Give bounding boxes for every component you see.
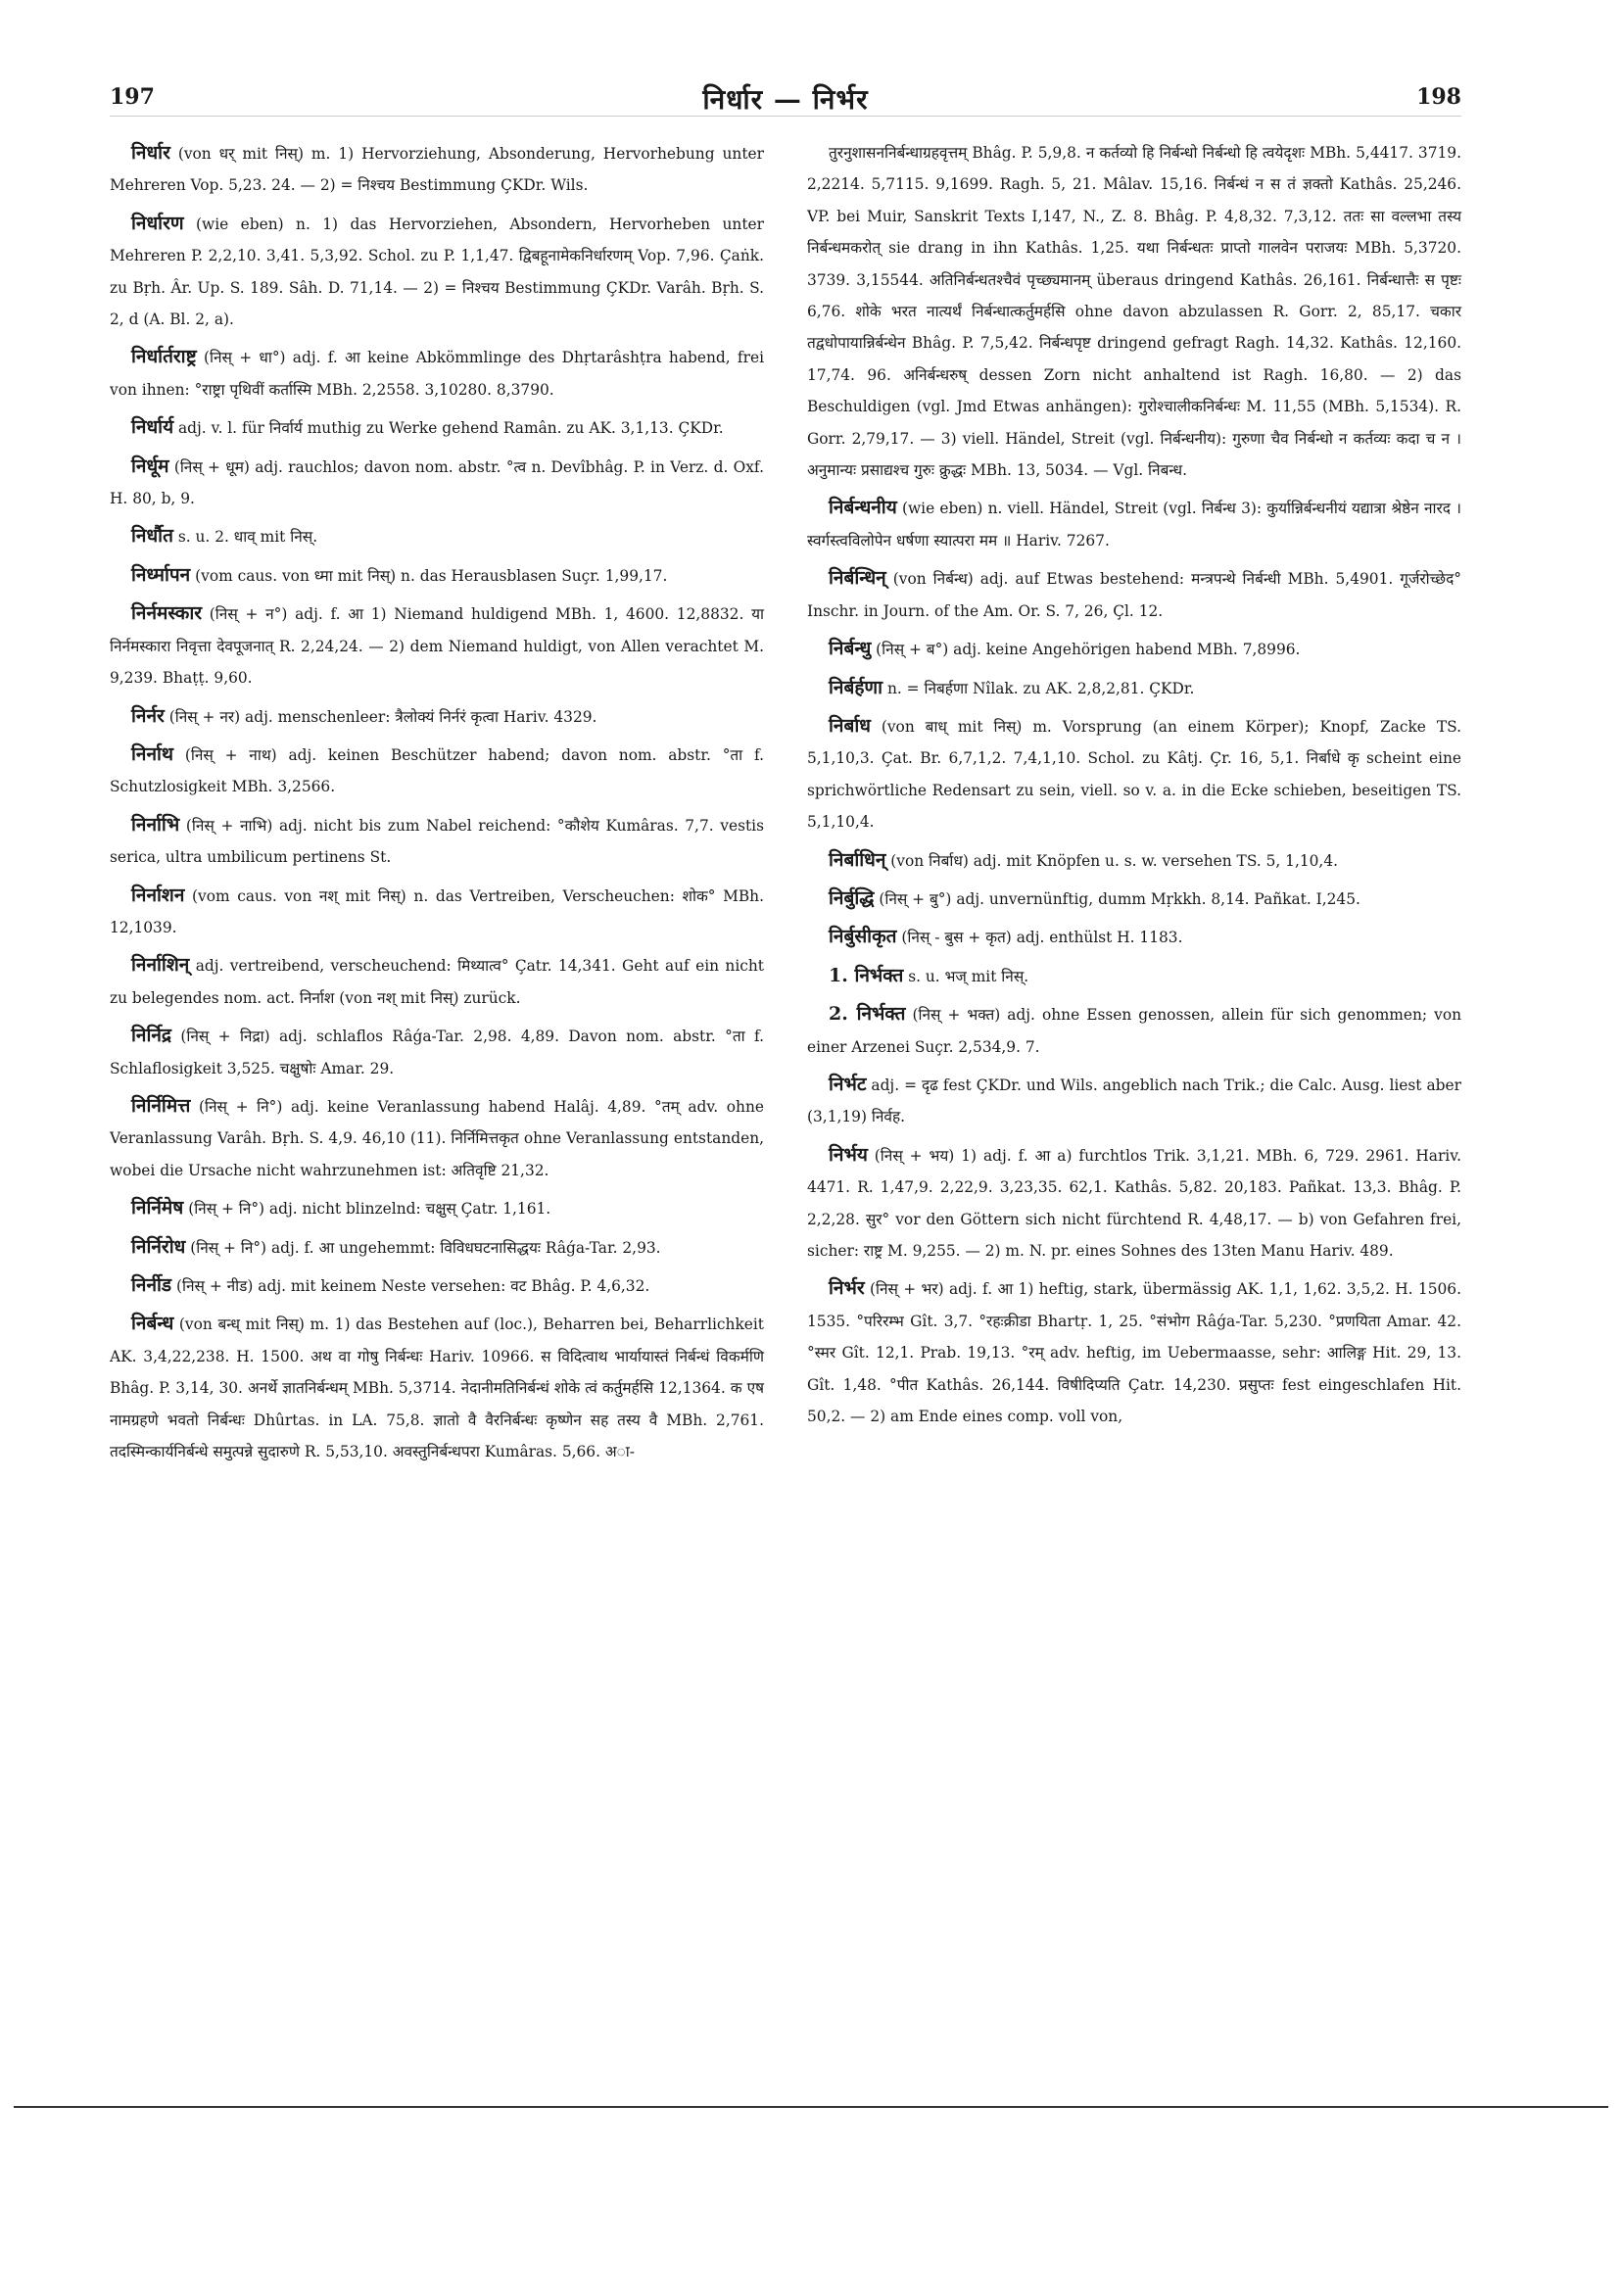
entry-definition: n. = निबर्हणा Nîlak. zu AK. 2,8,2,81. ÇKDr. [886, 679, 1195, 697]
dictionary-entry [807, 960, 1461, 992]
entry-headword: निर्नर [131, 704, 165, 727]
entry-definition: adj. v. l. für निर्वार्य muthig zu Werke gehend Ramân. zu AK. 3,1,13. ÇKDr. [178, 419, 724, 438]
entry-headword: निर्बुसीकृत [829, 926, 897, 948]
dictionary-entry [807, 921, 1461, 953]
dictionary-entry [807, 1139, 1461, 1268]
entry-definition: तुरनुशासननिर्बन्धाग्रहवृत्तम् Bhâg. P. 5,9,8. न कर्तव्यो हि निर्बन्धो निर्बन्धो हि त्वयेदृशः MBh. 5,4417. 3719. 2,2214. 5,7115. 9,1699. Ragh. 5, 21. Mâlav. 15,16. निर्बन्धं न स तं ज्ञक्तो Kathâs. 25,246. VP. bei Muir, Sanskrit Texts I,147, N., Z. 8. Bhâg. P. 4,8,32. 7,3,12. ततः सा वल्लभा तस्य निर्बन्धमकरोत् sie drang in ihn Kathâs. 1,25. यथा निर्बन्धतः प्राप्तो गालवेन पराजयः MBh. 5,3720. 3739. 3,15544. अतिनिर्बन्धतश्चैवं पृच्छ्यमानम् überaus dringend Kathâs. 26,161. निर्बन्धात्तैः स पृष्टः 6,76. शोके भरत नात्यर्थं निर्बन्धात्कर्तुमर्हसि ohne davon abzulassen R. Gorr. 2, 85,17. चकार तद्वधोपायान्निर्बन्धेन Bhâg. P. 7,5,42. निर्बन्धपृष्ट dringend gefragt Ragh. 14,32. Kathâs. 12,160. 17,74. 96. अनिर्बन्धरुष् dessen Zorn nicht anhaltend ist Ragh. 16,80. — 2) das Beschuldigen (vgl. Jmd Etwas anhängen): गुरोश्चालीकनिर्बन्धः M. 11,55 (MBh. 5,1534). R. Gorr. 2,79,17. — 3) viell. Händel, Streit (vgl. निर्बन्धनीय): गुरुणा चैव निर्बन्धो न कर्तव्यः कदा च न । अनुमान्यः प्रसाद्यश्च गुरुः क्रुद्धः MBh. 13, 5034. — Vgl. निबन्ध. [807, 144, 1461, 480]
entry-headword: निर्नमस्कार [131, 602, 203, 625]
entry-definition: (निस् + भय) 1) adj. f. आ a) furchtlos Trik. 3,1,21. MBh. 6, 729. 2961. Hariv. 4471. R. 1,47,9. 2,22,9. 3,23,35. 62,1. Kathâs. 5,82. 20,183. Pañkat. 13,3. Bhâg. P. 2,2,28. सुर° vor den Göttern sich nicht fürchtend R. 4,48,17. — b) von Gefahren frei, sicher: राष्ट्र M. 9,255. — 2) m. N. pr. eines Sohnes des 13ten Manu Hariv. 489. [807, 1146, 1461, 1260]
entry-definition: (von निर्बन्ध) adj. auf Etwas bestehend: मन्त्रपन्थे निर्बन्धी MBh. 5,4901. गूर्जरोच्छेद° Inschr. in Journ. of the Am. Or. S. 7, 26, Çl. 12. [807, 570, 1461, 620]
entry-definition: (निस् + नि°) adj. nicht blinzelnd: चक्षुस् Çatr. 1,161. [188, 1200, 551, 1219]
page-header [110, 84, 1461, 123]
entry-definition: (निस् + धूम) adj. rauchlos; davon nom. abstr. °त्व n. Devîbhâg. P. in Verz. d. Oxf. H. 80, b, 9. [110, 457, 764, 508]
entry-headword: निर्धार [131, 142, 170, 164]
entry-headword: निर्बन्धिन् [829, 567, 886, 590]
entry-definition: (vom caus. von नश् mit निस्) n. das Vertreiben, Verscheuchen: शोक° MBh. 12,1039. [110, 886, 764, 936]
entry-definition: (von बन्ध् mit निस्) m. 1) das Bestehen auf (loc.), Beharren bei, Beharrlichkeit AK. 3,4,22,238. H. 1500. अथ वा गोषु निर्बन्धः Hariv. 10966. स विदित्वाथ भार्यायास्तं निर्बन्धं विकर्मणि Bhâg. P. 3,14, 30. अनर्थे ज्ञातनिर्बन्धम् MBh. 5,3714. नेदानीमतिनिर्बन्धं शोके त्वं कर्तुमर्हसि 12,1364. क एष नामग्रहणे भवतो निर्बन्धः Dhûrtas. in LA. 75,8. ज्ञातो वै वैरनिर्बन्धः कृष्णेन सह तस्य वै MBh. 2,761. तदस्मिन्कार्यनिर्बन्धे समुत्पन्ने सुदारुणे R. 5,53,10. अवस्तुनिर्बन्धपरा Kumâras. 5,66. अा- [110, 1315, 764, 1461]
entry-headword: निर्नाशिन् [131, 954, 190, 977]
entry-definition: (von निर्बाध) adj. mit Knöpfen u. s. w. versehen TS. 5, 1,10,4. [890, 851, 1339, 870]
dictionary-entry [110, 739, 764, 803]
entry-headword: 1. निर्भक्त [829, 964, 904, 986]
entry-definition: (निस् + धा°) adj. f. आ keine Abkömmlinge des Dhṛtarâshṭra habend, frei von ihnen: °राष्ट्रा पृथिवीं कर्तास्मि MBh. 2,2558. 3,10280. 8,3790. [110, 349, 764, 399]
dictionary-entry [110, 1090, 764, 1186]
dictionary-entry [807, 1272, 1461, 1432]
entry-definition: s. u. 2. धाव् mit निस्. [177, 528, 318, 547]
entry-definition: (निस् + बु°) adj. unvernünftig, dumm Mṛkkh. 8,14. Pañkat. I,245. [879, 889, 1360, 908]
entry-definition: (निस् + नाथ) adj. keinen Beschützer habend; davon nom. abstr. °ता f. Schutzlosigkeit MBh. 3,2566. [110, 745, 764, 796]
dictionary-entry [807, 633, 1461, 665]
entry-definition: (von बाध् mit निस्) m. Vorsprung (an einem Körper); Knopf, Zacke TS. 5,1,10,3. Çat. Br. 6,7,1,2. 7,4,1,10. Schol. zu Kâtj. Çr. 16, 5,1. निर्बाधे कृ scheint eine sprichwörtliche Redensart zu sein, viell. so v. a. in die Ecke schieben, beseitigen TS. 5,1,10,4. [807, 717, 1461, 832]
entry-headword: निर्भट [829, 1073, 867, 1095]
entry-headword: निर्धार्तराष्ट्र [131, 346, 197, 368]
dictionary-entry [110, 809, 764, 874]
dictionary-entry [110, 598, 764, 694]
entry-definition: adj. = दृढ fest ÇKDr. und Wils. angeblich nach Trik.; die Calc. Ausg. liest aber (3,1,19) निर्वह. [807, 1076, 1461, 1126]
dictionary-entry [110, 520, 764, 552]
entry-headword: निर्निद्र [131, 1025, 172, 1047]
dictionary-entry [110, 341, 764, 406]
entry-headword: निर्नीड [131, 1274, 172, 1296]
entry-headword: निर्बाध [829, 714, 871, 737]
page-number-left: 197 [110, 84, 155, 110]
entry-definition: (निस् + न°) adj. f. आ 1) Niemand huldigend MBh. 1, 4600. 12,8832. या निर्नमस्कारा निवृत्ता देवपूजनात् R. 2,24,24. — 2) dem Niemand huldigt, von Allen verachtet M. 9,239. Bhaṭṭ. 9,60. [110, 605, 764, 688]
dictionary-entry [110, 451, 764, 515]
entry-definition: (wie eben) n. 1) das Hervorziehen, Absondern, Hervorheben unter Mehreren P. 2,2,10. 3,41. 5,3,92. Schol. zu P. 1,1,47. द्विबहूनामेकनिर्धारणम् Vop. 7,96. Çaṅk. zu Bṛh. Âr. Up. S. 189. Sâh. D. 71,14. — 2) = निश्चय Bestimmung ÇKDr. Varâh. Bṛh. S. 2, d (A. Bl. 2, a). [110, 215, 764, 329]
entry-definition: (निस् + निद्रा) adj. schlaflos Râǵa-Tar. 2,98. 4,89. Davon nom. abstr. °ता f. Schlaflosigkeit 3,525. चक्षुषोः Amar. 29. [110, 1028, 764, 1077]
dictionary-entry [807, 492, 1461, 556]
right-column [807, 137, 1461, 1438]
entry-headword: निर्भर [829, 1277, 865, 1300]
dictionary-entry [110, 1308, 764, 1467]
entry-headword: निर्बन्ध [131, 1313, 174, 1335]
entry-headword: निर्बन्धु [829, 638, 872, 660]
entry-definition: (निस् + नर) adj. menschenleer: त्रैलोक्यं निर्नरं कृत्वा Hariv. 4329. [168, 707, 597, 726]
entry-definition: s. u. भज् mit निस्. [908, 967, 1029, 985]
dictionary-entry [110, 1231, 764, 1264]
dictionary-entry [110, 137, 764, 202]
entry-headword: निर्नाभि [131, 813, 180, 836]
left-column [110, 137, 764, 1473]
dictionary-entry [807, 562, 1461, 627]
footer-rule [14, 2106, 1608, 2108]
entry-definition: (निस् + ब°) adj. keine Angehörigen habend MBh. 7,8996. [876, 641, 1301, 659]
entry-definition: (निस् - बुस + कृत) adj. enthülst H. 1183. [901, 929, 1183, 947]
entry-headword: निर्धारण [131, 212, 184, 234]
dictionary-entry [110, 1269, 764, 1302]
entry-headword: निर्बन्धनीय [829, 497, 897, 519]
dictionary-entry [110, 949, 764, 1014]
dictionary-entry [110, 700, 764, 733]
entry-definition: (निस् + भर) adj. f. आ 1) heftig, stark, übermässig AK. 1,1, 1,62. 3,5,2. H. 1506. 1535. °परिरम्भ Gît. 3,7. °रहःक्रीडा Bhartṛ. 1, 25. °संभोग Râǵa-Tar. 5,230. °प्रणयिता Amar. 42. °स्मर Gît. 12,1. Prab. 19,13. °रम् adv. heftig, im Uebermaasse, sehr: आलिङ्ग Hit. 29, 13. Gît. 1,48. °पीत Kathâs. 26,144. विषीदिप्यति Çatr. 14,230. प्रसुप्तः fest eingeschlafen Hit. 50,2. — 2) am Ende eines comp. voll von, [807, 1280, 1461, 1426]
dictionary-entry [110, 208, 764, 336]
entry-definition: (vom caus. von ध्मा mit निस्) n. das Herausblasen Suçr. 1,99,17. [195, 566, 668, 585]
entry-headword: निर्बुद्धि [829, 886, 875, 909]
dictionary-entry [110, 559, 764, 592]
entry-headword: निर्ध्मापन [131, 563, 191, 586]
dictionary-entry [110, 880, 764, 944]
entry-headword: निर्निमेष [131, 1197, 184, 1220]
entry-headword: निर्बर्हणा [829, 676, 883, 698]
dictionary-entry [807, 710, 1461, 838]
entry-headword: निर्बाधिन् [829, 848, 886, 871]
dictionary-entry [807, 844, 1461, 877]
running-title: निर्धार — निर्भर [702, 83, 869, 116]
dictionary-entry [110, 1020, 764, 1084]
entry-headword: निर्निरोध [131, 1235, 186, 1258]
dictionary-entry [110, 1192, 764, 1224]
entry-headword: 2. निर्भक्त [829, 1003, 906, 1026]
dictionary-entry [807, 883, 1461, 915]
entry-definition: (wie eben) n. viell. Händel, Streit (vgl. निर्बन्ध 3): कुर्यान्निर्बन्धनीयं यद्यात्रा श्रेष्ठेन नारद । स्वर्गस्त्वविलोपेन धर्षणा स्यात्परा मम ॥ Hariv. 7267. [807, 500, 1461, 550]
entry-definition: (von धर् mit निस्) m. 1) Hervorziehung, Absonderung, Hervorhebung unter Mehreren Vop. 5,23. 24. — 2) = निश्चय Bestimmung ÇKDr. Wils. [110, 145, 764, 195]
dictionary-entry [807, 672, 1461, 704]
dictionary-entry [807, 137, 1461, 486]
entry-headword: निर्धौत [131, 525, 173, 548]
entry-headword: निर्धार्य [131, 416, 174, 439]
entry-headword: निर्धूम [131, 454, 169, 477]
entry-headword: निर्भय [829, 1143, 868, 1166]
entry-definition: (निस् + नि°) adj. f. आ ungehemmt: विविधघटनासिद्धयः Râǵa-Tar. 2,93. [190, 1238, 661, 1257]
page-number-right: 198 [1416, 84, 1461, 110]
entry-headword: निर्निमित्त [131, 1094, 191, 1117]
entry-headword: निर्नाथ [131, 742, 174, 765]
entry-definition: (निस् + नीड) adj. mit keinem Neste versehen: वट Bhâg. P. 4,6,32. [176, 1277, 650, 1295]
dictionary-entry [807, 998, 1461, 1063]
entry-headword: निर्नाशन [131, 884, 185, 906]
dictionary-entry [807, 1069, 1461, 1133]
entry-definition: adj. vertreibend, verscheuchend: मिथ्यात्व° Çatr. 14,341. Geht auf ein nicht zu belegendes nom. act. निर्नाश (von नश् mit निस्) zurück. [110, 957, 764, 1007]
header-rule [110, 116, 1461, 117]
dictionary-entry [110, 411, 764, 444]
entry-definition: (निस् + भक्त) adj. ohne Essen genossen, allein für sich genommen; von einer Arzenei Suçr. 2,534,9. 7. [807, 1006, 1461, 1056]
entry-definition: (निस् + नि°) adj. keine Veranlassung habend Halâj. 4,89. °तम् adv. ohne Veranlassung Varâh. Bṛh. S. 4,9. 46,10 (11). निर्निमित्तकृत ohne Veranlassung entstanden, wobei die Ursache nicht wahrzunehmen ist: अतिवृष्टि 21,32. [110, 1097, 764, 1179]
entry-definition: (निस् + नाभि) adj. nicht bis zum Nabel reichend: °कौशेय Kumâras. 7,7. vestis serica, ultra umbilicum pertinens St. [110, 816, 764, 867]
